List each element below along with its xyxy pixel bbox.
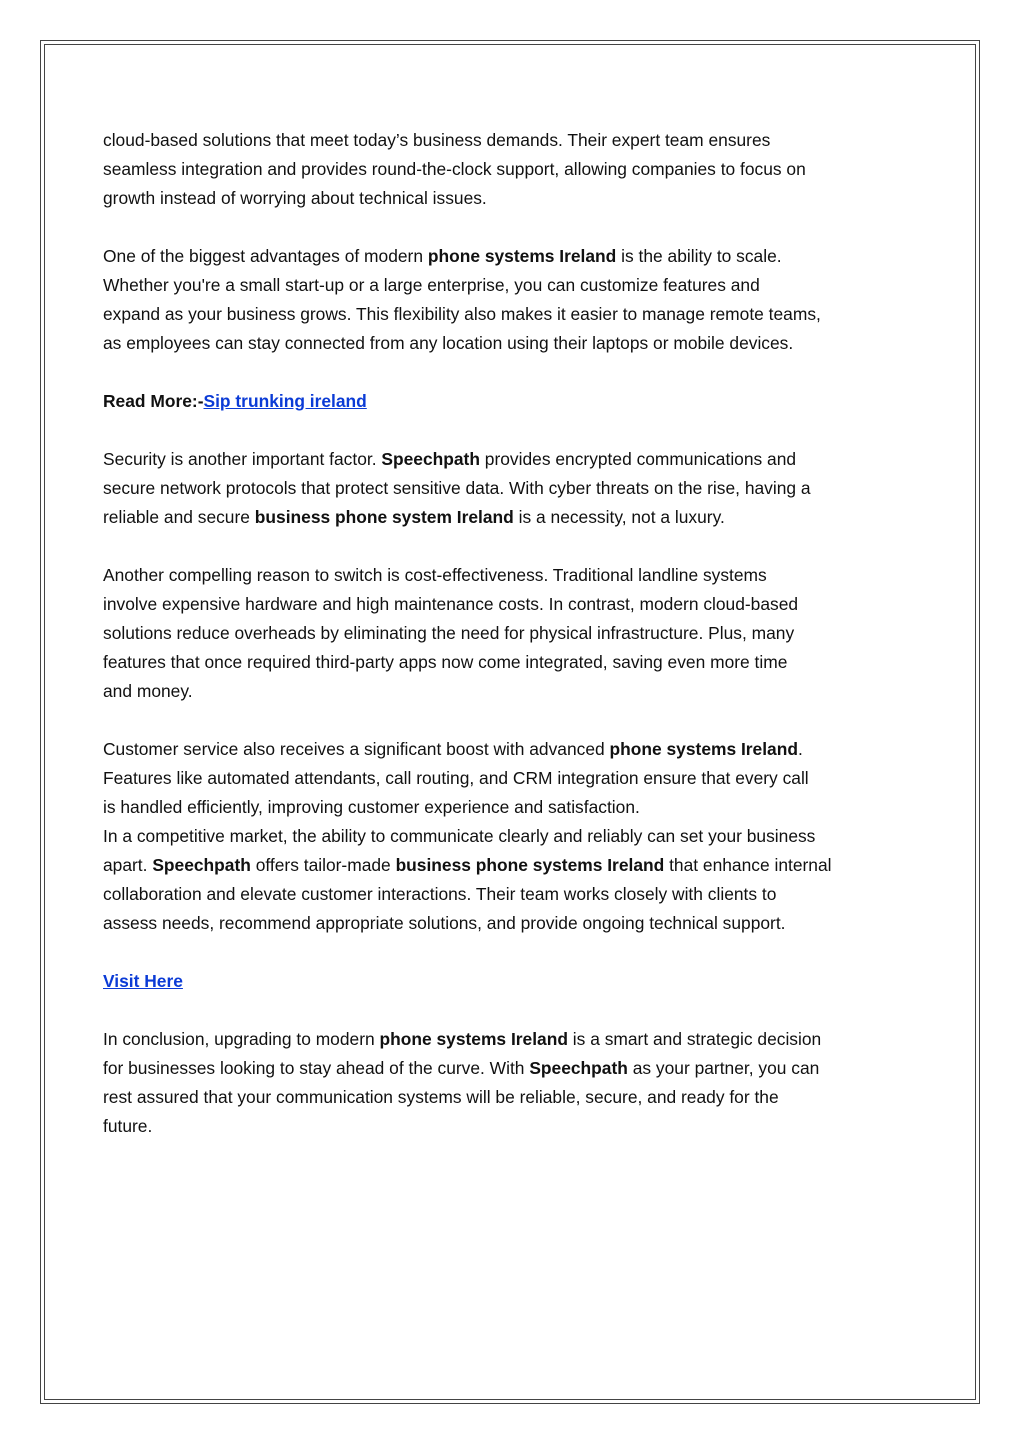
text-run: as your partner, you can <box>627 1058 820 1078</box>
text-line: involve expensive hardware and high maintenance costs. In contrast, modern cloud-based <box>103 594 799 614</box>
text-line: expand as your business grows. This flexibility also makes it easier to manage remote teams, <box>103 304 821 324</box>
keyword-bold: business phone systems Ireland <box>395 855 665 875</box>
text-line <box>103 445 903 474</box>
visit-line <box>103 967 903 996</box>
text-line: solutions reduce overheads by eliminating the need for physical infrastructure. Plus, many <box>103 623 795 643</box>
text-line: rest assured that your communication systems will be reliable, secure, and ready for the <box>103 1087 779 1107</box>
text-run: apart. <box>103 855 153 875</box>
text-line: Another compelling reason to switch is cost-effectiveness. Traditional landline systems <box>103 565 767 585</box>
keyword-bold: business phone system Ireland <box>254 507 514 527</box>
paragraph-cost <box>103 561 903 706</box>
read-more-label: Read More:- <box>103 391 204 411</box>
paragraph-scalability <box>103 242 903 358</box>
text-line: future. <box>103 1116 153 1136</box>
paragraph-gap <box>103 996 903 1025</box>
text-line: seamless integration and provides round-the-clock support, allowing companies to focus on <box>103 159 806 179</box>
paragraph-customer-service <box>103 735 903 938</box>
paragraph-conclusion <box>103 1025 903 1141</box>
text-line <box>103 851 903 880</box>
text-line: cloud-based solutions that meet today’s business demands. Their expert team ensures <box>103 130 771 150</box>
paragraph-gap <box>103 416 903 445</box>
text-line <box>103 242 903 271</box>
text-run: Customer service also receives a significant boost with advanced <box>103 739 610 759</box>
text-run: offers tailor-made <box>250 855 396 875</box>
text-run: In conclusion, upgrading to modern <box>103 1029 380 1049</box>
text-line <box>103 735 903 764</box>
paragraph-gap <box>103 213 903 242</box>
keyword-bold: Speechpath <box>529 1058 628 1078</box>
text-line <box>103 1025 903 1054</box>
text-line: collaboration and elevate customer interactions. Their team works closely with clients to <box>103 884 777 904</box>
text-run: is a smart and strategic decision <box>567 1029 822 1049</box>
paragraph-intro <box>103 126 903 213</box>
text-line: Whether you're a small start-up or a large enterprise, you can customize features and <box>103 275 760 295</box>
text-line: features that once required third-party apps now come integrated, saving even more time <box>103 652 788 672</box>
text-line: as employees can stay connected from any location using their laptops or mobile devices. <box>103 333 794 353</box>
keyword-bold: phone systems Ireland <box>379 1029 568 1049</box>
keyword-bold: Speechpath <box>152 855 251 875</box>
text-line: is handled efficiently, improving customer experience and satisfaction. <box>103 797 640 817</box>
paragraph-gap <box>103 358 903 387</box>
keyword-bold: phone systems Ireland <box>609 739 798 759</box>
text-run: . <box>797 739 803 759</box>
sip-trunking-link[interactable]: Sip trunking ireland <box>203 391 367 411</box>
text-line: secure network protocols that protect sensitive data. With cyber threats on the rise, having a <box>103 478 811 498</box>
paragraph-gap <box>103 532 903 561</box>
document-body <box>103 126 903 1141</box>
text-run: is the ability to scale. <box>616 246 782 266</box>
text-run: reliable and secure <box>103 507 255 527</box>
text-line: and money. <box>103 681 193 701</box>
paragraph-gap <box>103 938 903 967</box>
text-run: provides encrypted communications and <box>479 449 797 469</box>
read-more-line <box>103 387 903 416</box>
text-line: assess needs, recommend appropriate solutions, and provide ongoing technical support. <box>103 913 786 933</box>
text-run: that enhance internal <box>664 855 832 875</box>
text-line <box>103 1054 903 1083</box>
paragraph-gap <box>103 706 903 735</box>
text-line: In a competitive market, the ability to communicate clearly and reliably can set your business <box>103 826 816 846</box>
text-run: is a necessity, not a luxury. <box>513 507 725 527</box>
paragraph-security <box>103 445 903 532</box>
text-run: Security is another important factor. <box>103 449 382 469</box>
visit-here-link[interactable]: Visit Here <box>103 971 183 991</box>
text-line: growth instead of worrying about technical issues. <box>103 188 487 208</box>
text-line <box>103 503 903 532</box>
keyword-bold: phone systems Ireland <box>427 246 617 266</box>
text-line: Features like automated attendants, call routing, and CRM integration ensure that every call <box>103 768 809 788</box>
keyword-bold: Speechpath <box>381 449 480 469</box>
text-run: for businesses looking to stay ahead of the curve. With <box>103 1058 530 1078</box>
text-run: One of the biggest advantages of modern <box>103 246 428 266</box>
